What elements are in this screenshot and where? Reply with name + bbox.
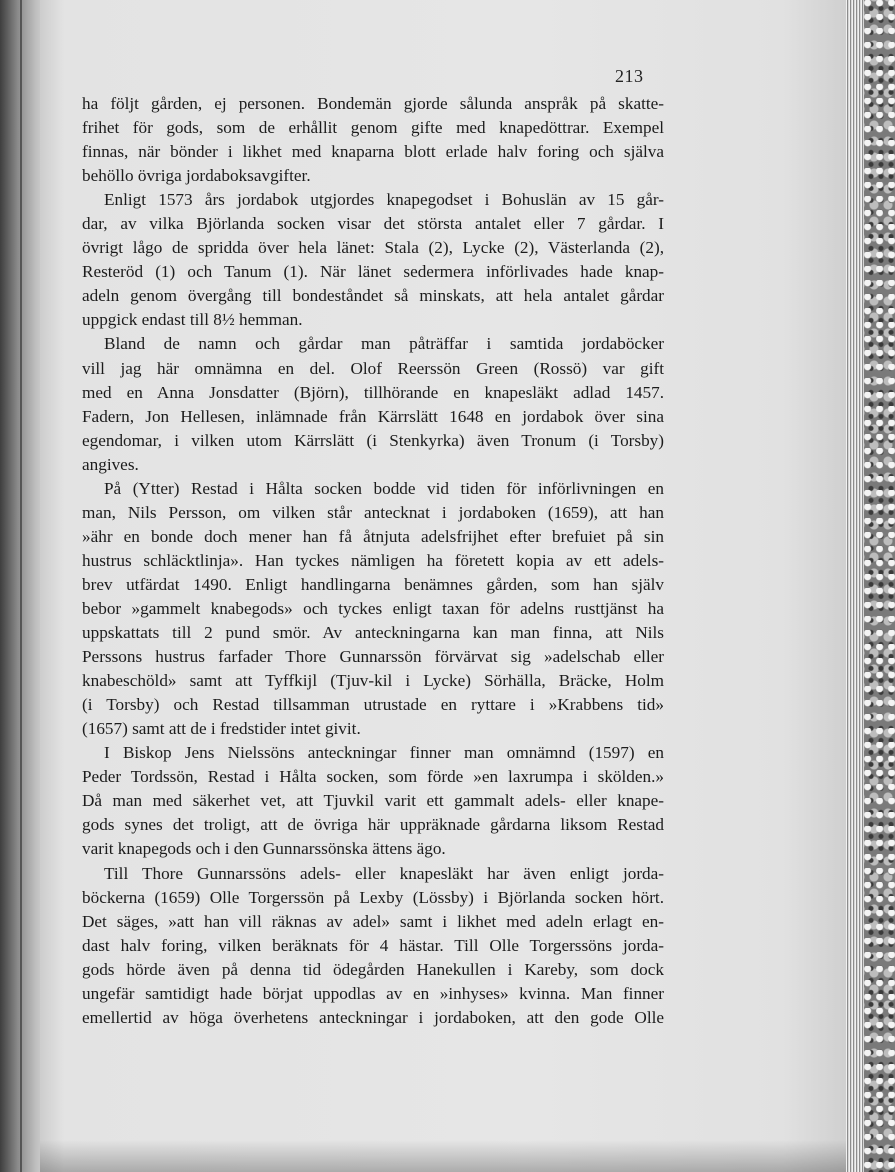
text-line: Bland de namn och gårdar man påträffar i samtida jordaböcker	[104, 334, 664, 354]
text-line: gods synes det troligt, att de övriga här uppräknade gårdarna liksom Restad	[82, 815, 664, 835]
text-line: brev utfärdat 1490. Enligt handlingarna benämnes gården, som han själv	[82, 574, 664, 594]
text-line: vill jag här omnämna en del. Olof Reerssön Green (Rossö) var gift	[82, 358, 664, 378]
text-line: böckerna (1659) Olle Torgerssön på Lexby (Lössby) i Björlanda socken hört.	[82, 887, 664, 907]
text-line: Då man med säkerhet vet, att Tjuvkil varit ett gammalt adels- eller knape-	[82, 791, 664, 811]
text-line: På (Ytter) Restad i Hålta socken bodde vid tiden för införlivningen en	[104, 478, 664, 498]
text-line: dast halv foring, vilken beräknats för 4 hästar. Till Olle Torgerssöns jorda-	[82, 935, 664, 955]
text-line: knabeschöld» samt att Tyffkijl (Tjuv-kil i Lycke) Sörhälla, Bräcke, Holm	[82, 671, 664, 691]
text-line: bebor »gammelt knabegods» och tyckes enligt taxan för adelns rusttjänst ha	[82, 598, 664, 618]
text-line: uppgick endast till 8½ hemman.	[82, 310, 303, 330]
text-line: behöllo övriga jordaboksavgifter.	[82, 166, 311, 186]
text-line: egendomar, i vilken utom Kärrslätt (i Stenkyrka) även Tronum (i Torsby)	[82, 430, 664, 450]
marbled-cover	[864, 0, 895, 1172]
text-line: emellertid av höga överhetens anteckningar i jordaboken, att den gode Olle	[82, 1007, 664, 1027]
text-line: (1657) samt att de i fredstider intet givit.	[82, 719, 361, 739]
text-line: man, Nils Persson, om vilken står antecknat i jordaboken (1659), att han	[82, 502, 664, 522]
text-line: Fadern, Jon Hellesen, inlämnade från Kärrslätt 1648 en jordabok över sina	[82, 406, 664, 426]
text-line: uppskattats till 2 pund smör. Av anteckningarna kan man finna, att Nils	[82, 623, 664, 643]
text-line: angives.	[82, 454, 139, 474]
book-gutter	[0, 0, 44, 1172]
text-line: Perssons hustrus farfader Thore Gunnarssön förvärvat sig »adelschab eller	[82, 647, 664, 667]
body-text	[82, 92, 664, 1030]
text-line: »ähr en bonde doch mener han få åtnjuta adelsfrijhet efter brefuiet på sin	[82, 526, 664, 546]
text-line: ungefär samtidigt hade börjat uppodlas av en »inhyses» kvinna. Man finner	[82, 983, 664, 1003]
text-line: övrigt lågo de spridda över hela länet: Stala (2), Lycke (2), Västerlanda (2),	[82, 238, 664, 258]
page-bottom-shadow	[40, 1140, 848, 1172]
text-line: med en Anna Jonsdatter (Björn), tillhörande en knapesläkt adlad 1457.	[82, 382, 664, 402]
text-line: Till Thore Gunnarssöns adels- eller knapesläkt har även enligt jorda-	[104, 863, 664, 883]
text-line: dar, av vilka Björlanda socken visar det största antalet eller 7 gårdar. I	[82, 214, 664, 234]
text-line: Peder Tordssön, Restad i Hålta socken, som förde »en laxrumpa i skölden.»	[82, 767, 664, 787]
text-line: Enligt 1573 års jordabok utgjordes knapegodset i Bohuslän av 15 går-	[104, 190, 664, 210]
page-number: 213	[615, 66, 644, 86]
gutter-fold	[20, 0, 22, 1172]
text-line: ha följt gården, ej personen. Bondemän gjorde sålunda anspråk på skatte-	[82, 94, 664, 113]
text-line: (i Torsby) och Restad tillsamman utrustade en ryttare i »Krabbens tid»	[82, 695, 664, 715]
text-line: I Biskop Jens Nielssöns anteckningar finner man omnämnd (1597) en	[104, 743, 664, 763]
text-line: finnas, när bönder i likhet med knaparna blott erlade halv foring och själva	[82, 142, 664, 162]
text-line: Det säges, »att han vill räknas av adel» samt i likhet med adeln erlagt en-	[82, 911, 664, 931]
text-line: gods hörde även på denna tid ödegården Hanekullen i Kareby, som dock	[82, 959, 664, 979]
text-line: varit knapegods och i den Gunnarssönska ättens ägo.	[82, 839, 446, 859]
text-line: Resteröd (1) och Tanum (1). När länet sedermera införlivades hade knap-	[82, 262, 664, 282]
text-line: hustrus schläcktlinja». Han tyckes nämligen ha företett kopia av ett adels-	[82, 550, 664, 570]
page-fore-edges	[846, 0, 864, 1172]
text-line: adeln genom övergång till bondeståndet så minskats, att hela antalet gårdar	[82, 286, 664, 306]
text-line: frihet för gods, som de erhållit genom gifte med knapedöttrar. Exempel	[82, 118, 664, 138]
